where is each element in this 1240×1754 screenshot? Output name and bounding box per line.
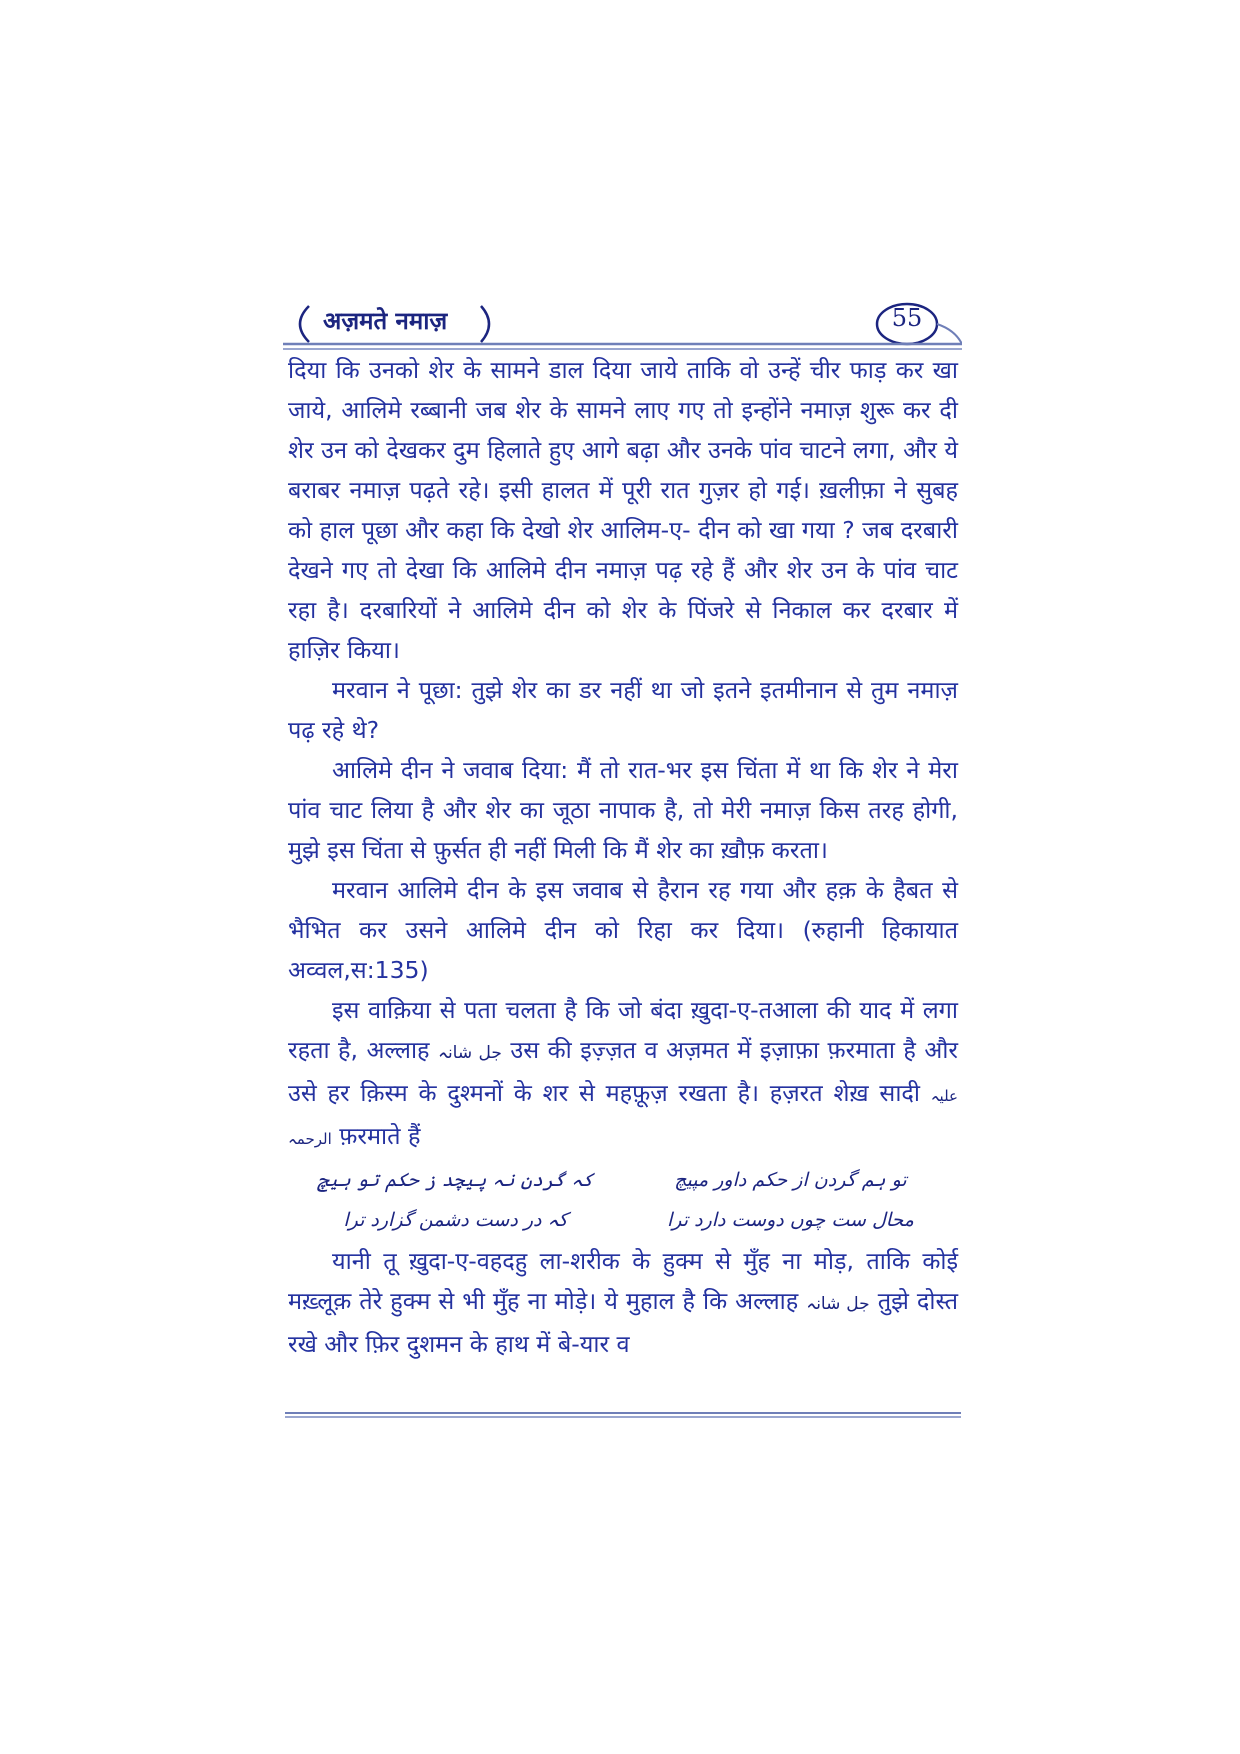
honorific-glyph: علیہ الرحمہ xyxy=(288,1087,958,1148)
couplet-line-1-left: کہ گردن نہ پیچد ز حکم تو ہیچ xyxy=(317,1169,594,1191)
page-number: 55 xyxy=(891,304,923,332)
page-header xyxy=(283,296,962,352)
paragraph-5-part-3: फ़रमाते हैं xyxy=(339,1122,421,1150)
paragraph-6-part-1: यानी तू ख़ुदा-ए-वहदहु ला-शरीक के हुक्म से मुँह ना मोड़, ताकि कोई मख़्लूक़ तेरे हुक्म से भी मुँह ना मोड़े। ये मुहाल है कि अल्लाह xyxy=(288,1247,958,1315)
paragraph-5-part-1: इस वाक़िया से पता चलता है कि जो बंदा ख़ुदा-ए-तआला की याद में लगा रहता है, अल्लाह xyxy=(288,996,958,1064)
couplet-line-2-right: محال ست چوں دوست دارد ترا xyxy=(667,1209,914,1231)
jalla-shanuhu-text: جل شانہ xyxy=(437,1043,502,1063)
paragraph-6 xyxy=(288,1241,958,1364)
book-title: अज़मते नमाज़ xyxy=(323,307,448,335)
footer-rule-line-2 xyxy=(285,1416,961,1418)
footer-rule-line-1 xyxy=(285,1412,961,1414)
paragraph-2: मरवान ने पूछा: तुझे शेर का डर नहीं था जो इतने इतमीनान से तुम नमाज़ पढ़ रहे थे? xyxy=(288,676,958,744)
persian-couplet xyxy=(288,1161,958,1239)
paragraph-4: मरवान आलिमे दीन के इस जवाब से हैरान रह गया और हक़ के हैबत से भैभित कर उसने आलिमे दीन को रिहा कर दिया। (रुहानी हिकायात अव्वल,स:135) xyxy=(288,876,958,984)
paragraph-5 xyxy=(288,990,958,1159)
paragraph-6-part-2: तुझे दोस्त रखे और फ़िर दुशमन के हाथ में बे-यार व xyxy=(288,1287,959,1358)
paragraph-3: आलिमे दीन ने जवाब दिया: मैं तो रात-भर इस चिंता में था कि शेर ने मेरा पांव चाट लिया है और शेर का जूठा नापाक है, तो मेरी नमाज़ किस तरह होगी, मुझे इस चिंता से फ़ुर्सत ही नहीं मिली कि मैं शेर का ख़ौफ़ करता। xyxy=(288,756,958,864)
footer-rule xyxy=(285,1412,961,1420)
paragraph-5-part-2: उस की इज़्ज़त व अज़मत में इज़ाफ़ा फ़रमाता है और उसे हर क़िस्म के दुश्मनों के शर से महफ़ूज़ रखता है। हज़रत शेख़ सादी xyxy=(288,1036,958,1107)
paragraph-1: दिया कि उनको शेर के सामने डाल दिया जाये ताकि वो उन्हें चीर फाड़ कर खा जाये, आलिमे रब्बानी जब शेर के सामने लाए गए तो इन्होंने नमाज़ शुरू कर दी शेर उन को देखकर दुम हिलाते हुए आगे बढ़ा और उनके पांव चाटने लगा, और ये बराबर नमाज़ पढ़ते रहे। इसी हालत में पूरी रात गुज़र हो गई। ख़लीफ़ा ने सुबह को हाल पूछा और कहा कि देखो शेर आलिम-ए- दीन को खा गया ? जब दरबारी देखने गए तो देखा कि आलिमे दीन नमाज़ पढ़ रहे हैं और शेर उन के पांव चाट रहा है। दरबारियों ने आलिमे दीन को शेर के पिंजरे से निकाल कर दरबार में हाज़िर किया। xyxy=(288,356,958,664)
couplet-line-1-right: تو ہم گردن از حکم داور مپیچ xyxy=(674,1169,907,1191)
jalla-shanuhu-text-2: جل شانہ xyxy=(806,1294,870,1314)
page-body xyxy=(288,350,958,1364)
couplet-line-2-left: کہ در دست دشمن گزارد ترا xyxy=(343,1209,568,1231)
